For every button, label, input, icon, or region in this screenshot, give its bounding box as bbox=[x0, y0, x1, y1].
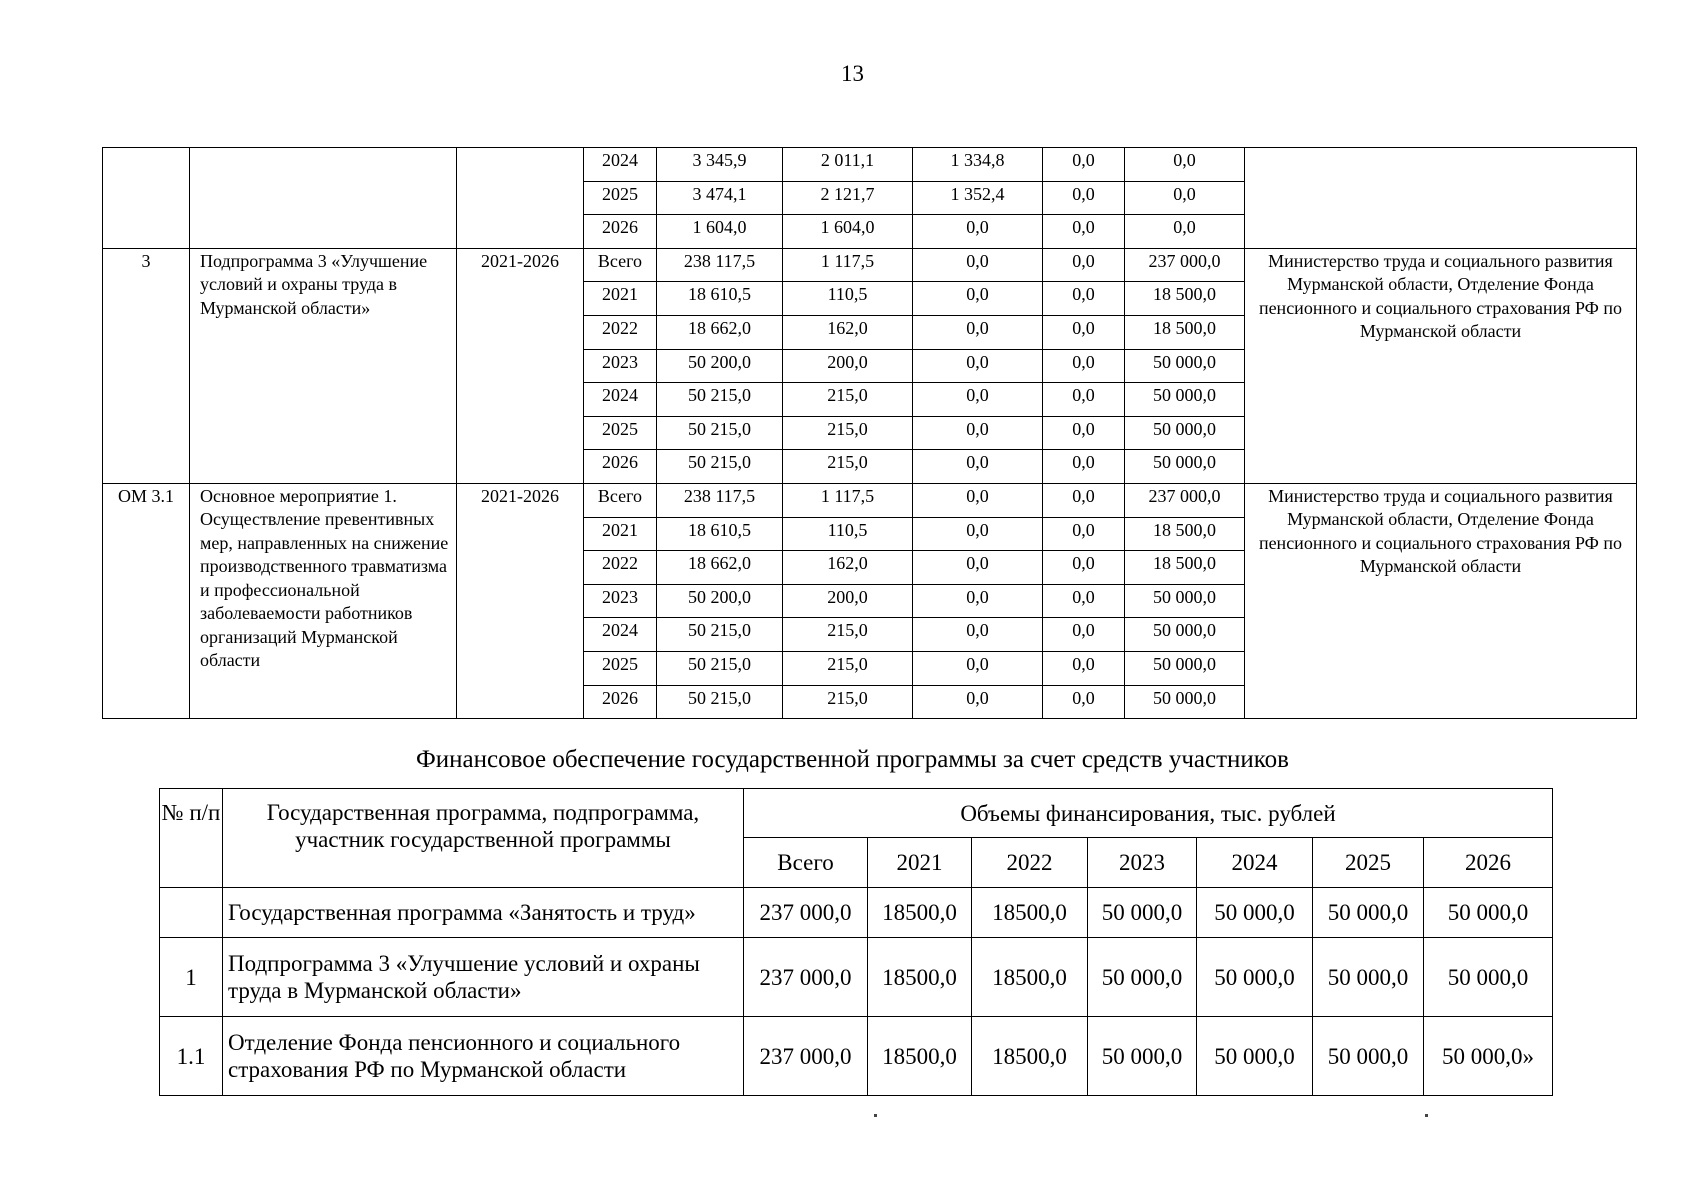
upper-table-body bbox=[103, 148, 1637, 719]
value-cell: 18 500,0 bbox=[1125, 517, 1245, 551]
value-cell: 50 215,0 bbox=[657, 651, 783, 685]
value-cell: Всего bbox=[584, 483, 657, 517]
value-cell: 2026 bbox=[584, 685, 657, 719]
value-cell: 0,0 bbox=[913, 416, 1043, 450]
header-year-cell: 2023 bbox=[1088, 838, 1197, 888]
value-cell: 50 000,0 bbox=[1125, 416, 1245, 450]
value-cell: 1 352,4 bbox=[913, 181, 1043, 215]
header-number: № п/п bbox=[160, 789, 223, 888]
value-cell: 0,0 bbox=[1125, 181, 1245, 215]
period-cell: 2021-2026 bbox=[457, 248, 584, 483]
value-cell: 0,0 bbox=[1043, 685, 1125, 719]
section-title: Финансовое обеспечение государственной программы за счет средств участников bbox=[416, 746, 1289, 773]
participants-financing-table bbox=[159, 788, 1553, 1096]
value-cell: 2024 bbox=[584, 618, 657, 652]
header-volumes: Объемы финансирования, тыс. рублей bbox=[744, 789, 1553, 838]
responsible-cell: Министерство труда и социального развития Мурманской области, Отделение Фонда пенсионного и социального страхования РФ по Мурманской области bbox=[1245, 248, 1637, 483]
value-cell: 110,5 bbox=[783, 517, 913, 551]
value-cell: 50 000,0 bbox=[1313, 888, 1424, 938]
value-cell: 18500,0 bbox=[868, 888, 972, 938]
value-cell: 0,0 bbox=[913, 215, 1043, 249]
value-cell: 0,0 bbox=[913, 282, 1043, 316]
value-cell: 50 215,0 bbox=[657, 383, 783, 417]
value-cell: 0,0 bbox=[913, 248, 1043, 282]
value-cell: Всего bbox=[584, 248, 657, 282]
period-cell bbox=[457, 148, 584, 249]
value-cell: 50 000,0 bbox=[1313, 1017, 1424, 1096]
row-number-cell: 3 bbox=[103, 248, 190, 483]
value-cell: 50 215,0 bbox=[657, 450, 783, 484]
value-cell: 50 200,0 bbox=[657, 584, 783, 618]
period-cell: 2021-2026 bbox=[457, 483, 584, 718]
value-cell: 18 610,5 bbox=[657, 282, 783, 316]
value-cell: 2023 bbox=[584, 584, 657, 618]
value-cell: 50 000,0 bbox=[1197, 1017, 1313, 1096]
value-cell: 1 334,8 bbox=[913, 148, 1043, 182]
value-cell: 0,0 bbox=[1043, 383, 1125, 417]
name-cell: Подпрограмма 3 «Улучшение условий и охраны труда в Мурманской области» bbox=[223, 938, 744, 1017]
value-cell: 18 500,0 bbox=[1125, 282, 1245, 316]
name-cell bbox=[190, 148, 457, 249]
value-cell: 2021 bbox=[584, 517, 657, 551]
header-year-cell: 2021 bbox=[868, 838, 972, 888]
value-cell: 2021 bbox=[584, 282, 657, 316]
name-cell: Отделение Фонда пенсионного и социального страхования РФ по Мурманской области bbox=[223, 1017, 744, 1096]
value-cell: 215,0 bbox=[783, 685, 913, 719]
name-cell: Подпрограмма 3 «Улучшение условий и охраны труда в Мурманской области» bbox=[190, 248, 457, 483]
value-cell: 50 000,0 bbox=[1125, 584, 1245, 618]
value-cell: 1 117,5 bbox=[783, 483, 913, 517]
value-cell: 3 474,1 bbox=[657, 181, 783, 215]
table-row bbox=[103, 148, 1637, 182]
value-cell: 18 662,0 bbox=[657, 315, 783, 349]
table-header-row bbox=[160, 789, 1553, 838]
value-cell: 0,0 bbox=[1043, 584, 1125, 618]
value-cell: 2 011,1 bbox=[783, 148, 913, 182]
value-cell: 215,0 bbox=[783, 383, 913, 417]
value-cell: 0,0 bbox=[1043, 181, 1125, 215]
value-cell: 50 000,0 bbox=[1125, 618, 1245, 652]
value-cell: 237 000,0 bbox=[1125, 248, 1245, 282]
value-cell: 237 000,0 bbox=[1125, 483, 1245, 517]
value-cell: 18 500,0 bbox=[1125, 315, 1245, 349]
value-cell: 50 000,0 bbox=[1313, 938, 1424, 1017]
name-cell: Основное мероприятие 1. Осуществление превентивных мер, направленных на снижение производственного травматизма и профессиональной заболеваемости работников организаций Мурманской области bbox=[190, 483, 457, 718]
responsible-cell: Министерство труда и социального развития Мурманской области, Отделение Фонда пенсионного и социального страхования РФ по Мурманской области bbox=[1245, 483, 1637, 718]
scan-dot bbox=[874, 1114, 877, 1117]
value-cell: 18 610,5 bbox=[657, 517, 783, 551]
value-cell: 18500,0 bbox=[972, 1017, 1088, 1096]
value-cell: 0,0 bbox=[913, 315, 1043, 349]
value-cell: 2025 bbox=[584, 416, 657, 450]
value-cell: 200,0 bbox=[783, 584, 913, 618]
value-cell: 2023 bbox=[584, 349, 657, 383]
value-cell: 0,0 bbox=[1043, 618, 1125, 652]
header-program-name: Государственная программа, подпрограмма, участник государственной программы bbox=[223, 789, 744, 888]
value-cell: 0,0 bbox=[1043, 148, 1125, 182]
value-cell: 50 200,0 bbox=[657, 349, 783, 383]
table-row bbox=[160, 888, 1553, 938]
value-cell: 200,0 bbox=[783, 349, 913, 383]
header-year-cell: 2024 bbox=[1197, 838, 1313, 888]
value-cell: 162,0 bbox=[783, 551, 913, 585]
value-cell: 1 604,0 bbox=[657, 215, 783, 249]
value-cell: 50 000,0 bbox=[1125, 685, 1245, 719]
value-cell: 0,0 bbox=[1125, 148, 1245, 182]
value-cell: 0,0 bbox=[1125, 215, 1245, 249]
value-cell: 0,0 bbox=[1043, 416, 1125, 450]
value-cell: 18 500,0 bbox=[1125, 551, 1245, 585]
value-cell: 18500,0 bbox=[868, 938, 972, 1017]
scan-dot bbox=[1425, 1114, 1428, 1117]
table-row bbox=[160, 1017, 1553, 1096]
value-cell: 50 000,0 bbox=[1197, 888, 1313, 938]
value-cell: 2026 bbox=[584, 215, 657, 249]
value-cell: 0,0 bbox=[1043, 349, 1125, 383]
value-cell: 50 000,0 bbox=[1088, 1017, 1197, 1096]
header-year-cell: Всего bbox=[744, 838, 868, 888]
value-cell: 50 215,0 bbox=[657, 685, 783, 719]
value-cell: 215,0 bbox=[783, 651, 913, 685]
value-cell: 215,0 bbox=[783, 618, 913, 652]
value-cell: 162,0 bbox=[783, 315, 913, 349]
header-year-cell: 2026 bbox=[1424, 838, 1553, 888]
value-cell: 18500,0 bbox=[868, 1017, 972, 1096]
value-cell: 0,0 bbox=[913, 517, 1043, 551]
header-year-cell: 2025 bbox=[1313, 838, 1424, 888]
value-cell: 50 215,0 bbox=[657, 618, 783, 652]
value-cell: 110,5 bbox=[783, 282, 913, 316]
value-cell: 50 000,0 bbox=[1125, 651, 1245, 685]
value-cell: 238 117,5 bbox=[657, 483, 783, 517]
page-number: 13 bbox=[841, 61, 864, 86]
value-cell: 0,0 bbox=[913, 349, 1043, 383]
value-cell: 18 662,0 bbox=[657, 551, 783, 585]
header-year-cell: 2022 bbox=[972, 838, 1088, 888]
value-cell: 0,0 bbox=[1043, 282, 1125, 316]
value-cell: 0,0 bbox=[913, 584, 1043, 618]
name-cell: Государственная программа «Занятость и труд» bbox=[223, 888, 744, 938]
lower-table-body bbox=[160, 888, 1553, 1096]
value-cell: 0,0 bbox=[913, 383, 1043, 417]
row-number-cell: ОМ 3.1 bbox=[103, 483, 190, 718]
value-cell: 50 000,0 bbox=[1125, 383, 1245, 417]
value-cell: 215,0 bbox=[783, 450, 913, 484]
value-cell: 50 215,0 bbox=[657, 416, 783, 450]
value-cell: 0,0 bbox=[913, 651, 1043, 685]
value-cell: 2 121,7 bbox=[783, 181, 913, 215]
value-cell: 0,0 bbox=[1043, 483, 1125, 517]
upper-financing-table bbox=[102, 147, 1637, 719]
value-cell: 237 000,0 bbox=[744, 1017, 868, 1096]
value-cell: 50 000,0 bbox=[1424, 938, 1553, 1017]
value-cell: 1 117,5 bbox=[783, 248, 913, 282]
value-cell: 237 000,0 bbox=[744, 888, 868, 938]
row-number-cell: 1.1 bbox=[160, 1017, 223, 1096]
value-cell: 0,0 bbox=[913, 618, 1043, 652]
value-cell: 3 345,9 bbox=[657, 148, 783, 182]
value-cell: 0,0 bbox=[913, 483, 1043, 517]
value-cell: 0,0 bbox=[1043, 215, 1125, 249]
value-cell: 50 000,0» bbox=[1424, 1017, 1553, 1096]
value-cell: 0,0 bbox=[1043, 551, 1125, 585]
value-cell: 0,0 bbox=[913, 685, 1043, 719]
table-row bbox=[160, 938, 1553, 1017]
value-cell: 0,0 bbox=[1043, 450, 1125, 484]
value-cell: 0,0 bbox=[913, 450, 1043, 484]
row-number-cell bbox=[160, 888, 223, 938]
value-cell: 18500,0 bbox=[972, 938, 1088, 1017]
table-row bbox=[103, 248, 1637, 282]
value-cell: 237 000,0 bbox=[744, 938, 868, 1017]
table-row bbox=[103, 483, 1637, 517]
value-cell: 50 000,0 bbox=[1125, 349, 1245, 383]
value-cell: 50 000,0 bbox=[1197, 938, 1313, 1017]
value-cell: 2026 bbox=[584, 450, 657, 484]
value-cell: 18500,0 bbox=[972, 888, 1088, 938]
value-cell: 2025 bbox=[584, 181, 657, 215]
value-cell: 0,0 bbox=[1043, 248, 1125, 282]
responsible-cell bbox=[1245, 148, 1637, 249]
value-cell: 50 000,0 bbox=[1125, 450, 1245, 484]
value-cell: 0,0 bbox=[1043, 315, 1125, 349]
value-cell: 0,0 bbox=[1043, 517, 1125, 551]
value-cell: 2024 bbox=[584, 383, 657, 417]
value-cell: 0,0 bbox=[913, 551, 1043, 585]
value-cell: 1 604,0 bbox=[783, 215, 913, 249]
value-cell: 2022 bbox=[584, 315, 657, 349]
row-number-cell bbox=[103, 148, 190, 249]
value-cell: 238 117,5 bbox=[657, 248, 783, 282]
row-number-cell: 1 bbox=[160, 938, 223, 1017]
value-cell: 2025 bbox=[584, 651, 657, 685]
value-cell: 2024 bbox=[584, 148, 657, 182]
value-cell: 50 000,0 bbox=[1088, 888, 1197, 938]
value-cell: 50 000,0 bbox=[1424, 888, 1553, 938]
value-cell: 215,0 bbox=[783, 416, 913, 450]
value-cell: 50 000,0 bbox=[1088, 938, 1197, 1017]
value-cell: 2022 bbox=[584, 551, 657, 585]
value-cell: 0,0 bbox=[1043, 651, 1125, 685]
